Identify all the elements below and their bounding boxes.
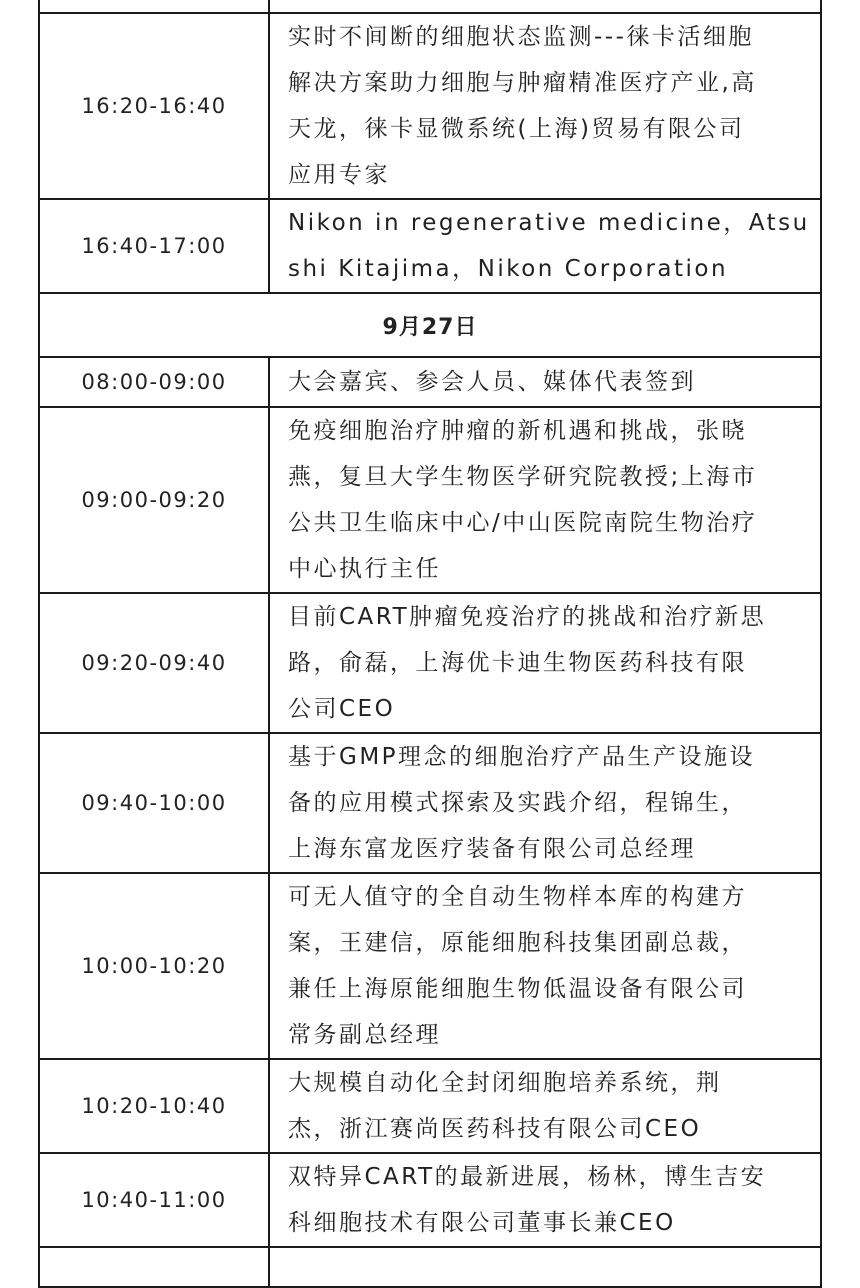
topic-line: 上海东富龙医疗装备有限公司总经理 [288, 836, 696, 862]
table-row [39, 407, 821, 593]
topic-line: 兼任上海原能细胞生物低温设备有限公司 [288, 976, 747, 1002]
time-cell: 09:00-09:20 [39, 407, 269, 593]
topic-line: 大会嘉宾、参会人员、媒体代表签到 [288, 369, 696, 395]
topic-line: 解决方案助力细胞与肿瘤精准医疗产业,高 [288, 70, 757, 96]
topic-line: 路，俞磊，上海优卡迪生物医药科技有限 [288, 650, 747, 676]
topic-cell [269, 733, 821, 873]
topic-line: 备的应用模式探索及实践介绍，程锦生， [288, 790, 747, 816]
time-cell: 16:20-16:40 [39, 13, 269, 199]
topic-cell [269, 199, 821, 293]
table-row-partial-bottom [39, 1247, 821, 1287]
topic-line: 免疫细胞治疗肿瘤的新机遇和挑战，张晓 [288, 418, 747, 444]
table-row [39, 357, 821, 407]
topic-line: Nikon in regenerative medicine，Atsu [288, 210, 810, 236]
topic-line: 杰，浙江赛尚医药科技有限公司CEO [288, 1116, 702, 1142]
topic-cell [269, 1247, 821, 1287]
table-row [39, 13, 821, 199]
topic-cell [269, 407, 821, 593]
topic-line: 目前CART肿瘤免疫治疗的挑战和治疗新思 [288, 604, 767, 630]
time-cell [39, 0, 269, 13]
topic-line: 常务副总经理 [288, 1022, 441, 1048]
table-row-partial-top [39, 0, 821, 13]
topic-cell [269, 0, 821, 13]
time-cell: 10:00-10:20 [39, 873, 269, 1059]
topic-line: 实时不间断的细胞状态监测---徕卡活细胞 [288, 24, 754, 50]
topic-line: shi Kitajima，Nikon Corporation [288, 256, 729, 282]
topic-cell [269, 1153, 821, 1247]
time-cell: 09:20-09:40 [39, 593, 269, 733]
topic-line: 中心执行主任 [288, 556, 441, 582]
table-row [39, 1059, 821, 1153]
topic-line: 应用专家 [288, 162, 390, 188]
table-row [39, 733, 821, 873]
topic-cell [269, 873, 821, 1059]
table-row [39, 593, 821, 733]
time-cell [39, 1247, 269, 1287]
topic-line: 基于GMP理念的细胞治疗产品生产设施设 [288, 744, 756, 770]
topic-line: 大规模自动化全封闭细胞培养系统，荆 [288, 1070, 722, 1096]
time-cell: 08:00-09:00 [39, 357, 269, 407]
time-cell: 16:40-17:00 [39, 199, 269, 293]
agenda-table [38, 0, 822, 1288]
topic-line: 双特异CART的最新进展，杨林，博生吉安 [288, 1164, 767, 1190]
topic-line: 科细胞技术有限公司董事长兼CEO [288, 1210, 676, 1236]
agenda-body [39, 0, 821, 1287]
topic-line: 燕，复旦大学生物医学研究院教授;上海市 [288, 464, 758, 490]
time-cell: 10:20-10:40 [39, 1059, 269, 1153]
topic-cell [269, 357, 821, 407]
table-row [39, 1153, 821, 1247]
table-row [39, 873, 821, 1059]
topic-cell [269, 1059, 821, 1153]
topic-cell [269, 13, 821, 199]
topic-line: 公司CEO [288, 696, 396, 722]
topic-line: 案，王建信，原能细胞科技集团副总裁， [288, 930, 747, 956]
topic-line: 天龙，徕卡显微系统(上海)贸易有限公司 [288, 116, 745, 142]
time-cell: 10:40-11:00 [39, 1153, 269, 1247]
time-cell: 09:40-10:00 [39, 733, 269, 873]
topic-cell [269, 593, 821, 733]
topic-line: 公共卫生临床中心/中山医院南院生物治疗 [288, 510, 758, 536]
table-row [39, 199, 821, 293]
topic-line: 可无人值守的全自动生物样本库的构建方 [288, 884, 747, 910]
day-header: 9月27日 [39, 293, 821, 357]
day-header-row [39, 293, 821, 357]
